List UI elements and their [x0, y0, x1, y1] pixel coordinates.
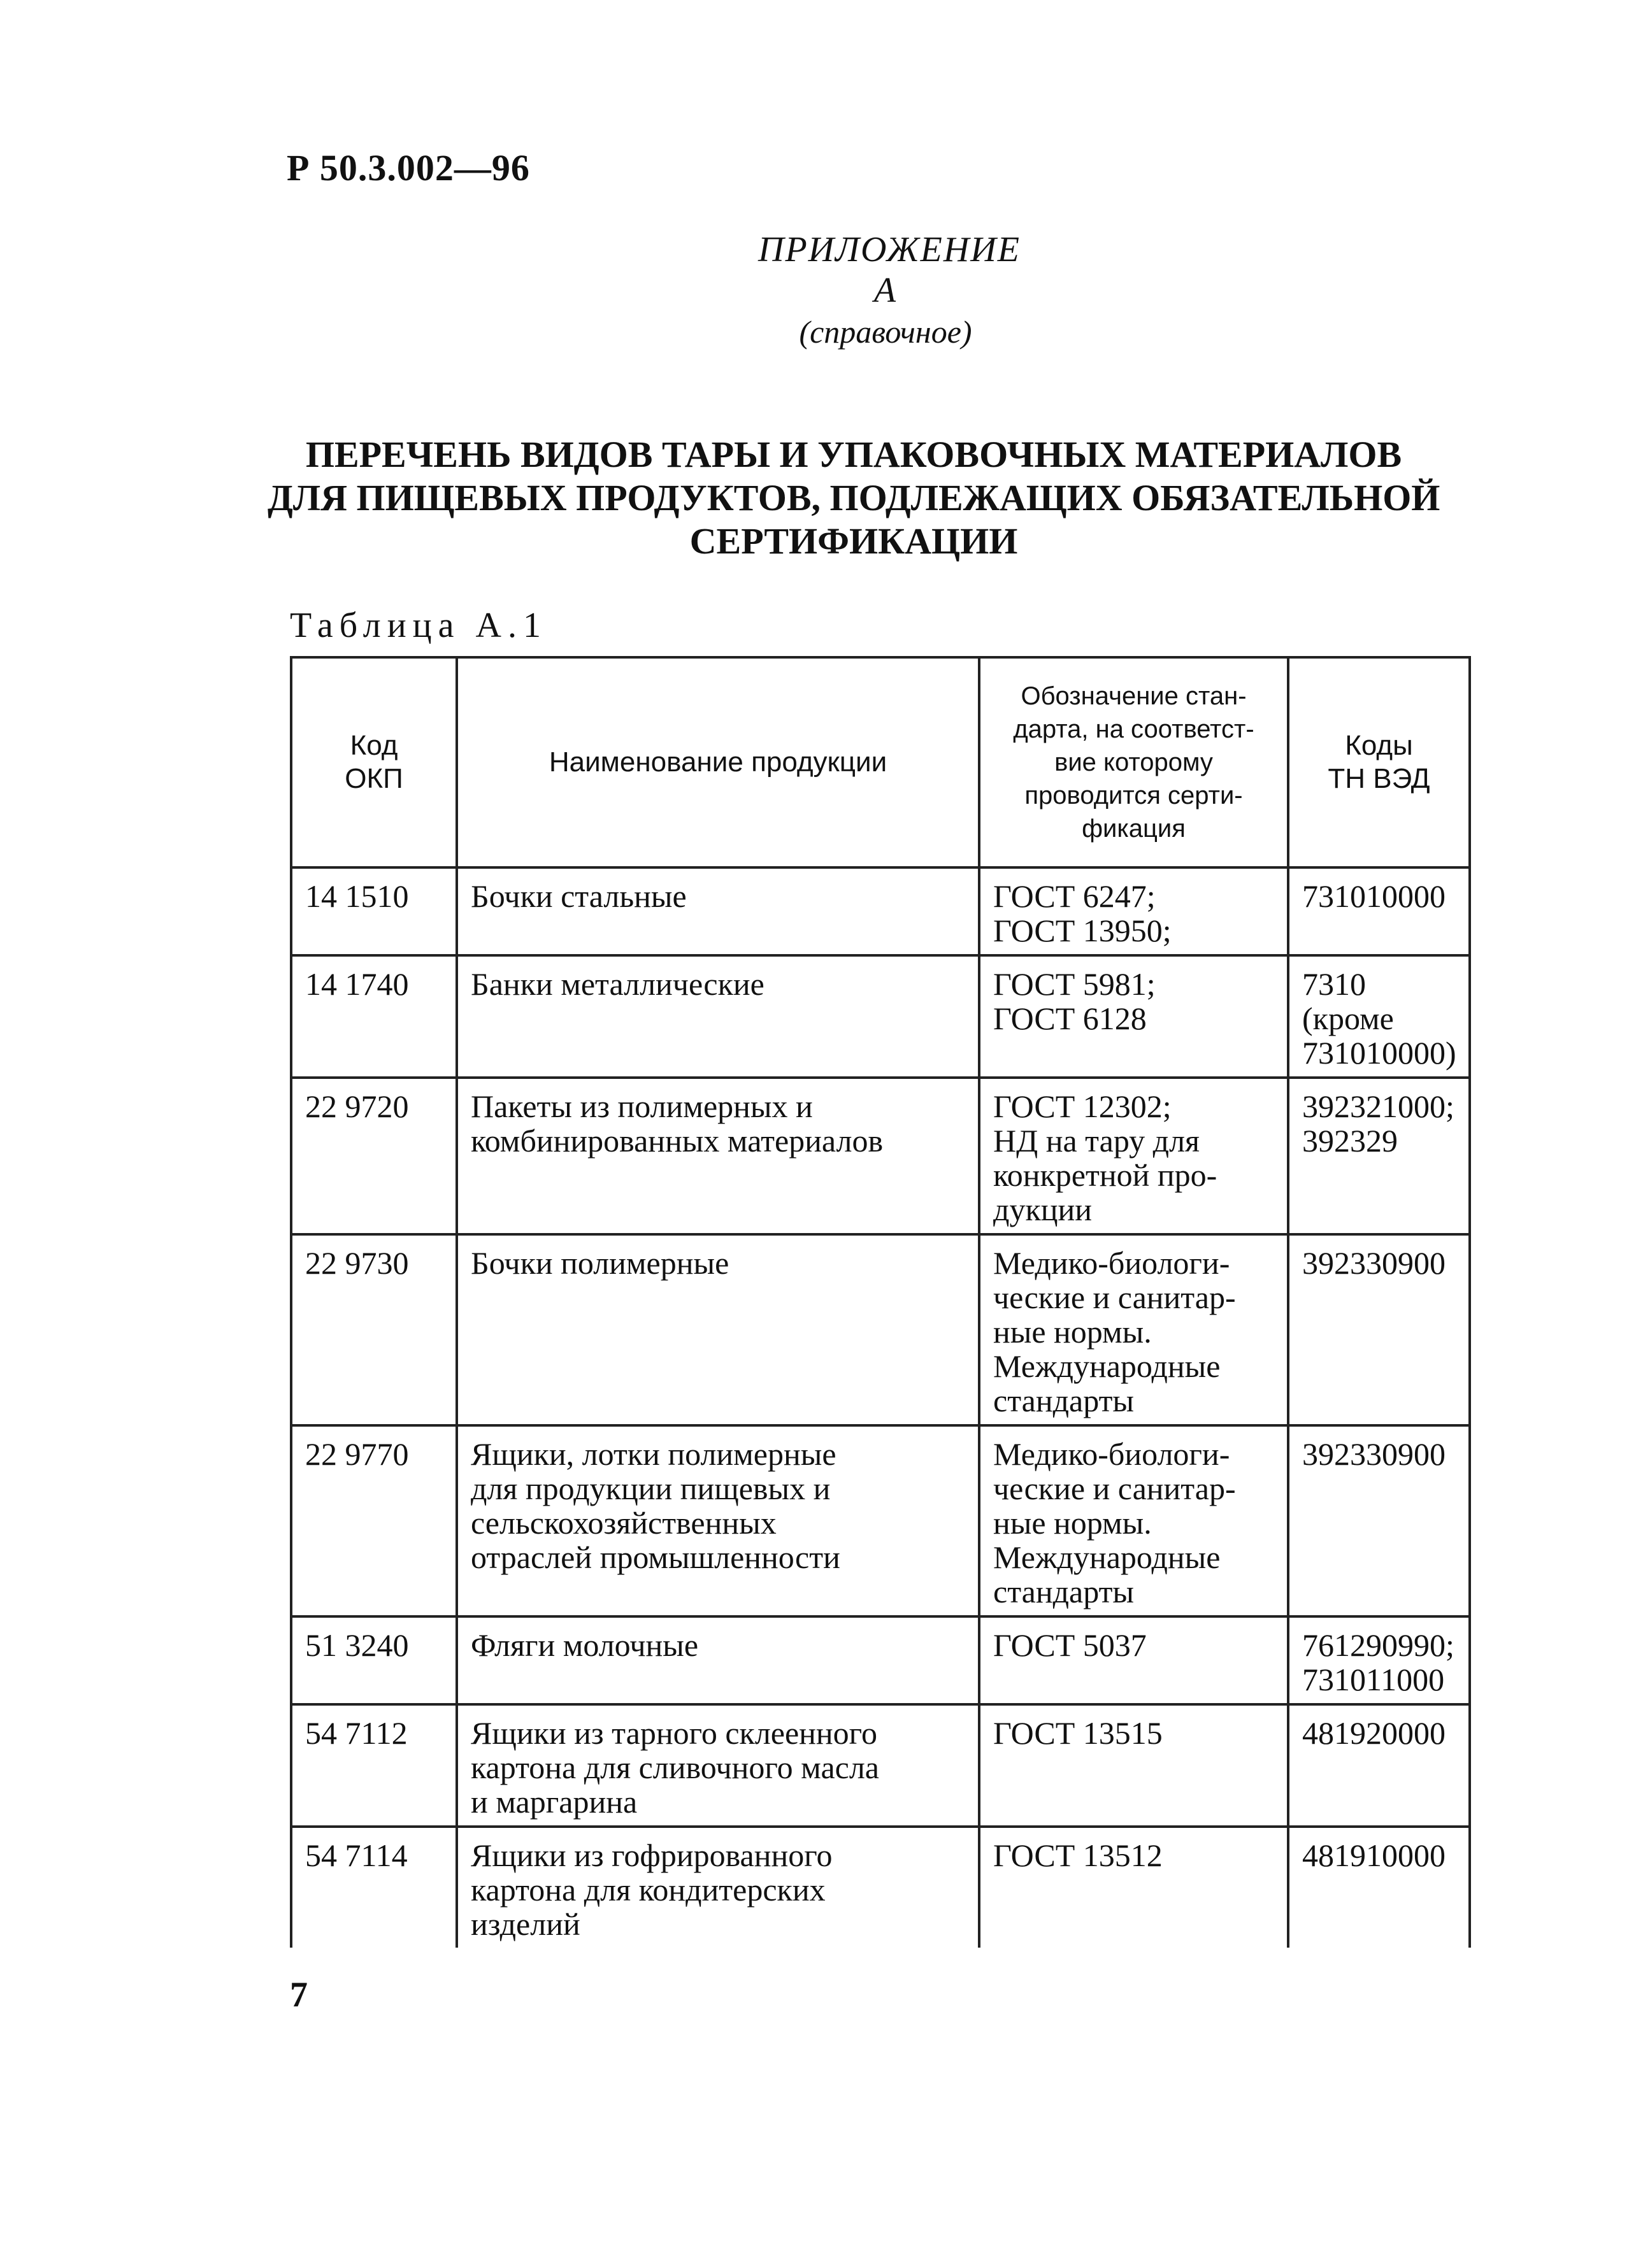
- cell-line: 481910000: [1302, 1837, 1446, 1873]
- cell-code: 54 7114: [291, 1827, 457, 1948]
- page-number: 7: [290, 1975, 308, 2015]
- cell-line: 481920000: [1302, 1715, 1446, 1751]
- cell-line: и маргарина: [471, 1784, 638, 1820]
- appendix-heading: [758, 229, 1021, 350]
- cell-name: [457, 955, 979, 1078]
- cell-line: Банки металлические: [471, 966, 764, 1002]
- appendix-subtitle: (справочное): [799, 314, 972, 350]
- cell-name: [457, 1078, 979, 1234]
- cell-line: картона для кондитерских: [471, 1872, 826, 1908]
- cell-line: дукции: [993, 1192, 1093, 1227]
- cell-standard: [979, 1827, 1288, 1948]
- cell-standard: [979, 1234, 1288, 1425]
- header-name: [457, 657, 979, 867]
- table-row: [291, 1704, 1470, 1827]
- cell-code: 14 1740: [291, 955, 457, 1078]
- cell-line: 731011000: [1302, 1662, 1445, 1697]
- cell-line: стандарты: [993, 1574, 1135, 1609]
- cell-name: [457, 1616, 979, 1704]
- cell-line: Международные: [993, 1539, 1221, 1575]
- cell-line: картона для сливочного масла: [471, 1750, 879, 1785]
- cell-line: (кроме: [1302, 1001, 1394, 1036]
- cell-tnved: [1288, 1234, 1470, 1425]
- table-row: [291, 1234, 1470, 1425]
- cell-name: [457, 1234, 979, 1425]
- cell-name: [457, 1425, 979, 1616]
- header-line: Коды: [1345, 730, 1413, 761]
- table-header-row: [291, 657, 1470, 867]
- cell-line: для продукции пищевых и: [471, 1471, 831, 1506]
- cell-tnved: [1288, 955, 1470, 1078]
- cell-tnved: [1288, 1827, 1470, 1948]
- cell-line: ГОСТ 13515: [993, 1715, 1163, 1751]
- cell-code: 14 1510: [291, 867, 457, 955]
- cell-line: 7310: [1302, 966, 1366, 1002]
- cell-line: 731010000: [1302, 878, 1446, 914]
- cell-name: [457, 1827, 979, 1948]
- cell-line: Бочки полимерные: [471, 1245, 729, 1281]
- cell-code: 51 3240: [291, 1616, 457, 1704]
- cell-line: ГОСТ 13950;: [993, 913, 1172, 948]
- cell-name: [457, 1704, 979, 1827]
- table-row: [291, 1827, 1470, 1948]
- cell-line: ные нормы.: [993, 1314, 1152, 1350]
- cell-line: 392329: [1302, 1123, 1398, 1159]
- cell-standard: [979, 1078, 1288, 1234]
- cell-line: 731010000): [1302, 1035, 1456, 1071]
- cell-tnved: [1288, 1425, 1470, 1616]
- cell-tnved: [1288, 1616, 1470, 1704]
- cell-code: 22 9720: [291, 1078, 457, 1234]
- cell-line: ГОСТ 6128: [993, 1001, 1147, 1036]
- cell-line: ГОСТ 5037: [993, 1627, 1147, 1663]
- cell-line: сельскохозяйственных: [471, 1505, 777, 1541]
- cell-standard: [979, 1616, 1288, 1704]
- header-tnved: [1288, 657, 1470, 867]
- cell-line: Бочки стальные: [471, 878, 687, 914]
- cell-code: 54 7112: [291, 1704, 457, 1827]
- header-line: Код: [350, 730, 398, 761]
- cell-line: 392330900: [1302, 1245, 1446, 1281]
- cell-line: конкретной про-: [993, 1157, 1217, 1193]
- header-line: дарта, на соответст-: [1013, 715, 1254, 743]
- header-line: вие которому: [1054, 748, 1213, 776]
- header-line: проводится серти-: [1024, 781, 1243, 809]
- cell-line: Медико-биологи-: [993, 1436, 1230, 1472]
- cell-line: НД на тару для: [993, 1123, 1200, 1159]
- cell-tnved: [1288, 1078, 1470, 1234]
- table-row: [291, 1616, 1470, 1704]
- cell-line: ческие и санитар-: [993, 1471, 1236, 1506]
- title-line: СЕРТИФИКАЦИИ: [689, 520, 1018, 562]
- page-title: [268, 433, 1440, 563]
- cell-line: Пакеты из полимерных и: [471, 1088, 813, 1124]
- cell-line: ГОСТ 5981;: [993, 966, 1156, 1002]
- cell-line: ные нормы.: [993, 1505, 1152, 1541]
- header-line: фикация: [1082, 815, 1186, 843]
- table-caption: Таблица А.1: [290, 606, 547, 645]
- table-row: [291, 1078, 1470, 1234]
- cell-line: ГОСТ 6247;: [993, 878, 1156, 914]
- cell-line: ГОСТ 13512: [993, 1837, 1163, 1873]
- certification-table: [290, 656, 1471, 1948]
- title-line: ПЕРЕЧЕНЬ ВИДОВ ТАРЫ И УПАКОВОЧНЫХ МАТЕРИАЛОВ: [305, 434, 1402, 475]
- cell-line: изделий: [471, 1906, 580, 1942]
- cell-standard: [979, 867, 1288, 955]
- cell-line: ГОСТ 12302;: [993, 1088, 1172, 1124]
- cell-line: Международные: [993, 1348, 1221, 1384]
- cell-standard: [979, 1425, 1288, 1616]
- cell-line: 392321000;: [1302, 1088, 1454, 1124]
- cell-standard: [979, 1704, 1288, 1827]
- header-code: [291, 657, 457, 867]
- cell-code: 22 9730: [291, 1234, 457, 1425]
- header-standard: [979, 657, 1288, 867]
- cell-standard: [979, 955, 1288, 1078]
- cell-tnved: [1288, 1704, 1470, 1827]
- table-body: [291, 867, 1470, 1948]
- table-row: [291, 1425, 1470, 1616]
- cell-line: Медико-биологи-: [993, 1245, 1230, 1281]
- header-line: Обозначение стан-: [1021, 682, 1247, 710]
- cell-line: стандарты: [993, 1383, 1135, 1418]
- cell-line: отраслей промышленности: [471, 1539, 840, 1575]
- cell-line: Ящики, лотки полимерные: [471, 1436, 836, 1472]
- appendix-title: ПРИЛОЖЕНИЕ А: [758, 230, 1021, 310]
- cell-line: Ящики из тарного склеенного: [471, 1715, 877, 1751]
- header-line: ТН ВЭД: [1328, 763, 1430, 794]
- cell-line: 392330900: [1302, 1436, 1446, 1472]
- cell-tnved: [1288, 867, 1470, 955]
- cell-line: Фляги молочные: [471, 1627, 699, 1663]
- title-line: ДЛЯ ПИЩЕВЫХ ПРОДУКТОВ, ПОДЛЕЖАЩИХ ОБЯЗАТЕЛЬНОЙ: [268, 477, 1440, 518]
- header-line: Наименование продукции: [549, 746, 887, 778]
- cell-name: [457, 867, 979, 955]
- cell-code: 22 9770: [291, 1425, 457, 1616]
- document-code: Р 50.3.002—96: [287, 147, 530, 189]
- table-row: [291, 955, 1470, 1078]
- cell-line: 761290990;: [1302, 1627, 1454, 1663]
- cell-line: ческие и санитар-: [993, 1280, 1236, 1315]
- header-line: ОКП: [345, 763, 403, 794]
- cell-line: Ящики из гофрированного: [471, 1837, 833, 1873]
- cell-line: комбинированных материалов: [471, 1123, 884, 1159]
- table-row: [291, 867, 1470, 955]
